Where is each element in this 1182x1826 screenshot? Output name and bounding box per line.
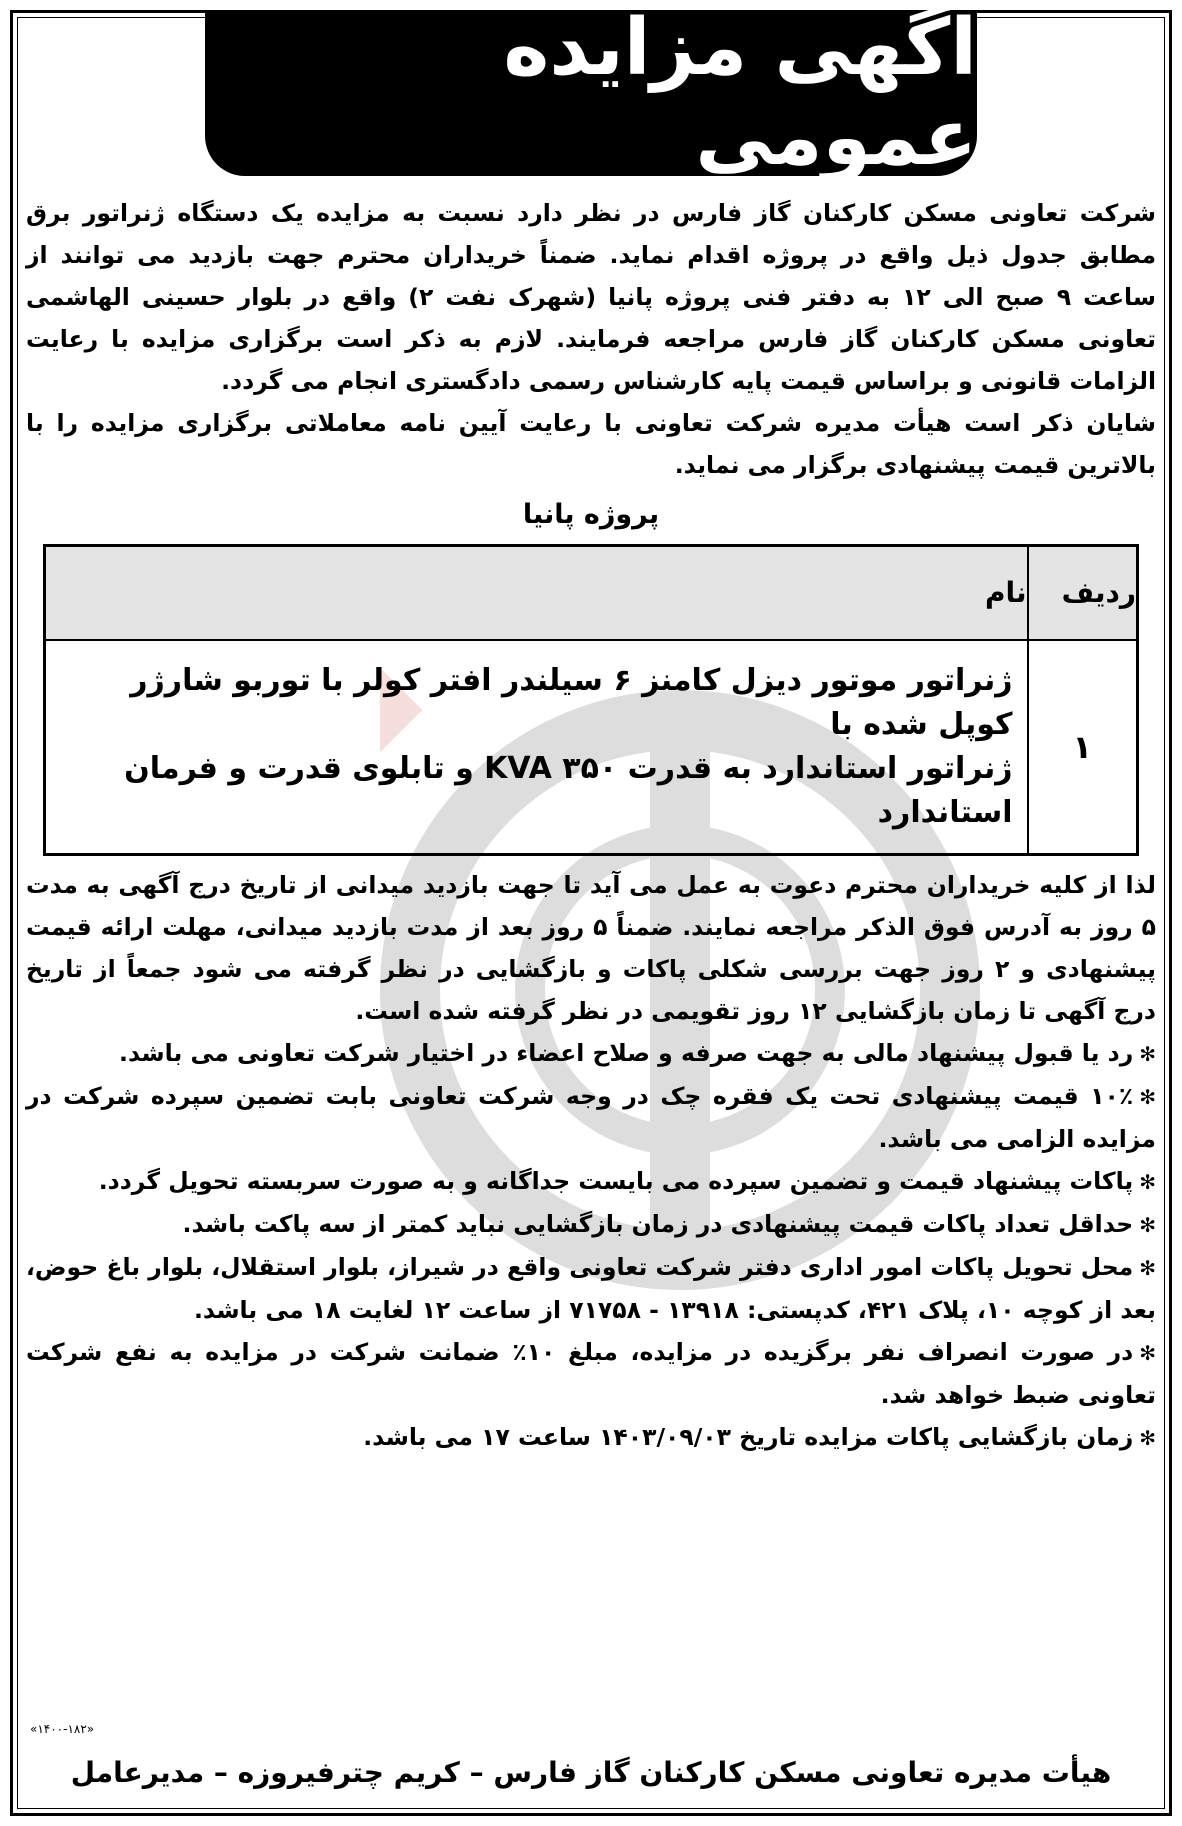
condition-item [26, 1246, 1156, 1331]
ad-code: «۱۴۰۰-۱۸۲» [30, 1722, 95, 1736]
condition-item [26, 1032, 1156, 1075]
asterisk-icon: ✻ [1139, 1212, 1156, 1237]
row-name-line-2: ژنراتور استاندارد به قدرت ۳۵۰ KVA و تابلوی قدرت و فرمان استاندارد [124, 750, 1013, 830]
title-banner [205, 3, 977, 183]
condition-text: حداقل تعداد پاکات قیمت پیشنهادی در زمان بازگشایی نباید کمتر از سه پاکت باشد. [182, 1209, 1134, 1238]
header-row-number: ردیف [1028, 546, 1138, 640]
condition-text: محل تحویل پاکات امور اداری دفتر شرکت تعاونی واقع در شیراز، بلوار استقلال، بلوار باغ حوض، بعد از کوچه ۱۰، پلاک ۴۲۱، کدپستی: ۱۳۹۱۸ - ۷۱۷۵۸ از ساعت ۱۲ لغایت ۱۸ می باشد. [26, 1252, 1156, 1324]
asterisk-icon: ✻ [1139, 1041, 1156, 1066]
table-row [45, 640, 1138, 855]
table-header-row [45, 546, 1138, 640]
page-title: آگهی مزایده عمومی [503, 3, 977, 183]
condition-item [26, 1416, 1156, 1459]
row-name-line-1: ژنراتور موتور دیزل کامنز ۶ سیلندر افتر کولر با توربو شارژر کوپل شده با [130, 662, 1013, 742]
asterisk-icon: ✻ [1139, 1169, 1156, 1194]
row-name [45, 640, 1028, 855]
condition-item [26, 1203, 1156, 1246]
asterisk-icon: ✻ [1139, 1255, 1156, 1280]
condition-text: زمان بازگشایی پاکات مزایده تاریخ ۱۴۰۳/۰۹/۰۳ ساعت ۱۷ می باشد. [363, 1422, 1134, 1451]
condition-text: ۱۰٪ قیمت پیشنهادی تحت یک فقره چک در وجه شرکت تعاونی بابت تضمین سپرده شرکت در مزایده الزامی می باشد. [26, 1081, 1156, 1153]
intro-paragraph-2: شایان ذکر است هیأت مدیره شرکت تعاونی با رعایت آیین نامه معاملاتی برگزاری مزایده را با بالاترین قیمت پیشنهادی برگزار می نماید. [26, 409, 1156, 479]
asterisk-icon: ✻ [1139, 1340, 1156, 1365]
intro-paragraph: شرکت تعاونی مسکن کارکنان گاز فارس در نظر دارد نسبت به مزایده یک دستگاه ژنراتور برق مطابق جدول ذیل واقع در پروژه اقدام نماید. ضمناً خریداران محترم جهت بازدید می توانند از ساعت ۹ صبح الی ۱۲ به دفتر فنی پروژه پانیا (شهرک نفت ۲) واقع در بلوار حسینی الهاشمی تعاونی مسکن کارکنان گاز فارس مراجعه فرمایند. لازم به ذکر است برگزاری مزایده با رعایت الزامات قانونی و براساس قیمت پایه کارشناس رسمی دادگستری انجام می گردد. [26, 199, 1156, 395]
header-name: نام [45, 546, 1028, 640]
items-table [43, 544, 1139, 856]
condition-text: رد یا قبول پیشنهاد مالی به جهت صرفه و صلاح اعضاء در اختیار شرکت تعاونی می باشد. [119, 1038, 1134, 1067]
project-title: پروژه پانیا [522, 499, 660, 530]
condition-item [26, 1331, 1156, 1416]
signature-line: هیأت مدیره تعاونی مسکن کارکنان گاز فارس – کریم چترفیروزه – مدیرعامل [70, 1756, 1112, 1789]
row-number: ۱ [1028, 640, 1138, 855]
condition-item [26, 1075, 1156, 1160]
asterisk-icon: ✻ [1139, 1425, 1156, 1450]
condition-text: در صورت انصراف نفر برگزیده در مزایده، مبلغ ۱۰٪ ضمانت شرکت در مزایده به نفع شرکت تعاونی ضبط خواهد شد. [26, 1337, 1156, 1409]
conditions-paragraph: لذا از کلیه خریداران محترم دعوت به عمل می آید تا جهت بازدید میدانی از تاریخ درج آگهی به مدت ۵ روز به آدرس فوق الذکر مراجعه نمایند. ضمناً ۵ روز بعد از مدت بازدید میدانی، مهلت ارائه قیمت پیشنهادی و ۲ روز جهت بررسی شکلی پاکات و بازگشایی در نظر گرفته می شود جمعاً از تاریخ درج آگهی تا زمان بازگشایی ۱۲ روز تقویمی در نظر گرفته شده است. [26, 870, 1156, 1025]
condition-text: پاکات پیشنهاد قیمت و تضمین سپرده می بایست جداگانه و به صورت سربسته تحویل گردد. [98, 1166, 1134, 1195]
announcement-body [26, 192, 1156, 1459]
condition-item [26, 1160, 1156, 1203]
asterisk-icon: ✻ [1139, 1084, 1156, 1109]
